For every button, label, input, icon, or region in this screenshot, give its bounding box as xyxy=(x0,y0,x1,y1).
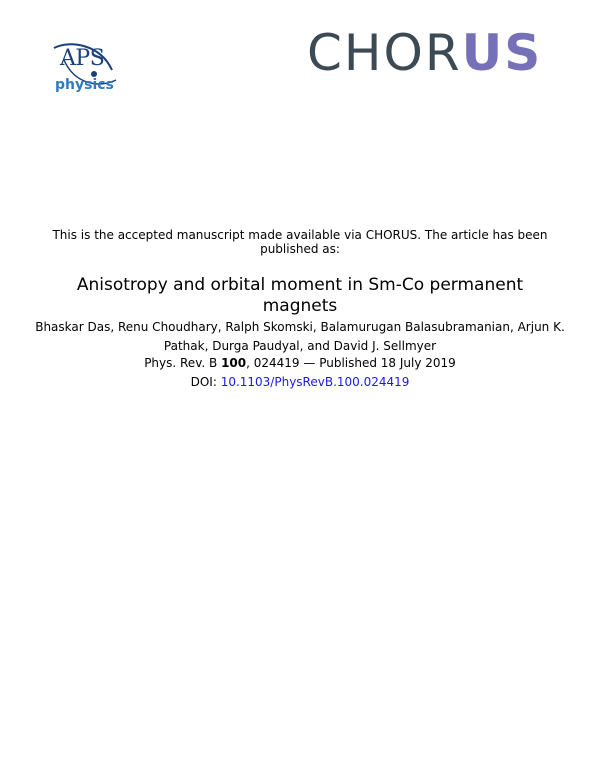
doi-line xyxy=(50,375,550,390)
article-title: Anisotropy and orbital moment in Sm-Co permanent magnets xyxy=(76,275,524,316)
aps-wordmark: APS xyxy=(60,46,105,71)
accepted-manuscript-notice: This is the accepted manuscript made available via CHORUS. The article has been published as: xyxy=(52,228,548,256)
chorus-logo-o: O xyxy=(383,24,425,82)
journal-name: Phys. Rev. B xyxy=(144,356,218,370)
chorus-logo-us: US xyxy=(461,24,543,82)
aps-physics-wordmark: physics xyxy=(55,77,114,93)
chorus-logo xyxy=(307,24,567,84)
author-list: Bhaskar Das, Renu Choudhary, Ralph Skomski, Balamurugan Balasubramanian, Arjun K. Pathak, Durga Paudyal, and David J. Sellmyer xyxy=(35,320,565,353)
chorus-logo-ch: CH xyxy=(307,24,384,82)
citation-details: , 024419 — Published 18 July 2019 xyxy=(246,356,456,370)
volume-number: 100 xyxy=(221,356,247,370)
doi-label: DOI: xyxy=(190,375,221,389)
chorus-logo-r: R xyxy=(424,24,462,82)
doi-link[interactable]: 10.1103/PhysRevB.100.024419 xyxy=(220,375,410,389)
citation-line xyxy=(50,356,550,371)
